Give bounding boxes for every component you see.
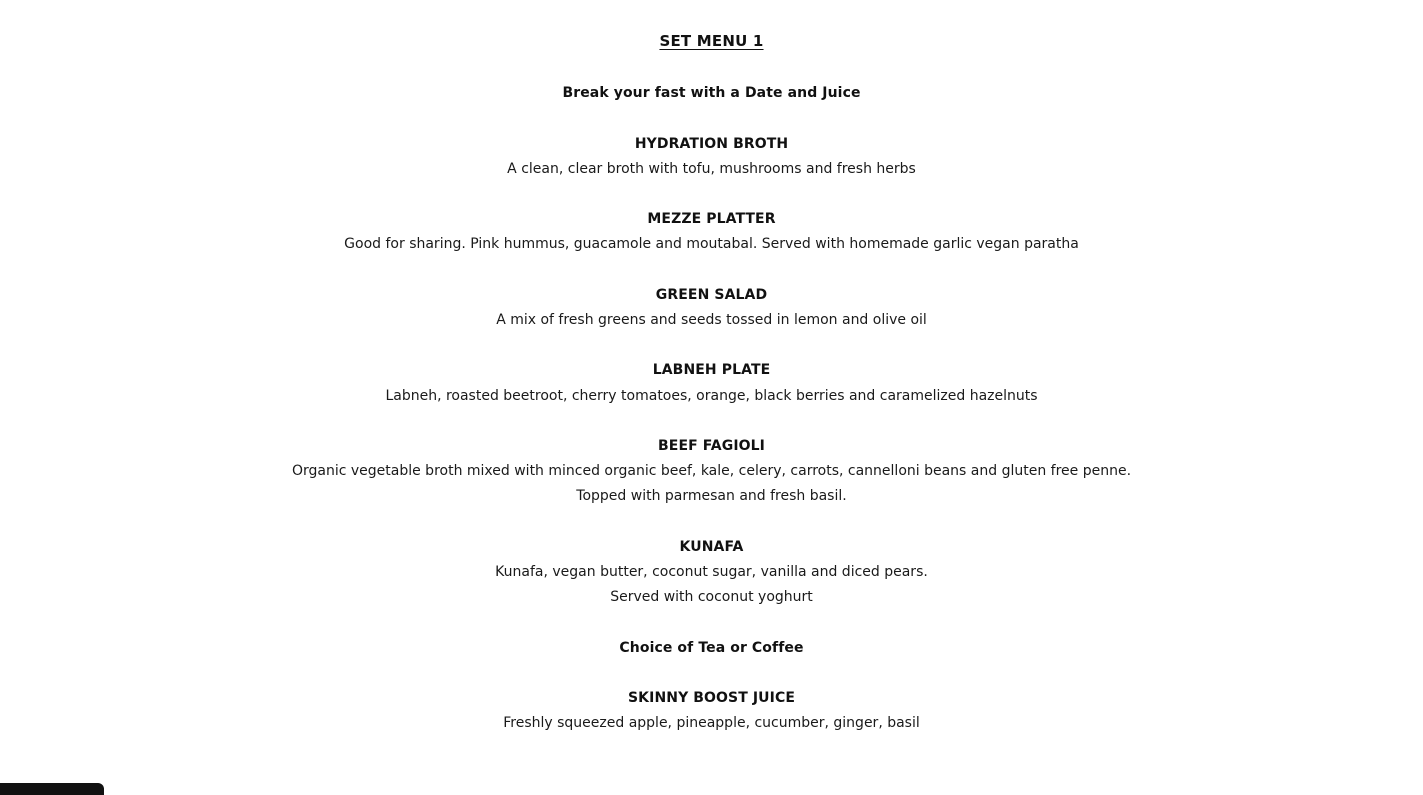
dish-name: GREEN SALAD <box>655 287 768 303</box>
dish-name: LABNEH PLATE <box>652 362 771 378</box>
dish-description: Organic vegetable broth mixed with minced organic beef, kale, celery, carrots, cannelloni beans and gluten free penne. <box>291 463 1132 479</box>
menu-intro: Break your fast with a Date and Juice <box>562 85 861 101</box>
dish-description: Labneh, roasted beetroot, cherry tomatoes, orange, black berries and caramelized hazelnuts <box>385 388 1038 404</box>
dish-description: Topped with parmesan and fresh basil. <box>576 488 847 504</box>
menu-title: SET MENU 1 <box>659 32 764 50</box>
chat-widget-tab[interactable] <box>0 783 104 795</box>
dish-name: MEZZE PLATTER <box>647 211 776 227</box>
juice-name: SKINNY BOOST JUICE <box>628 690 795 706</box>
dish-description: A mix of fresh greens and seeds tossed in lemon and olive oil <box>496 312 927 328</box>
dish-description: A clean, clear broth with tofu, mushrooms and fresh herbs <box>507 161 916 177</box>
dish-description: Good for sharing. Pink hummus, guacamole and moutabal. Served with homemade garlic vegan paratha <box>344 236 1079 252</box>
dish-description: Kunafa, vegan butter, coconut sugar, vanilla and diced pears. <box>495 564 928 580</box>
dish-description: Served with coconut yoghurt <box>610 589 813 605</box>
dish-name: HYDRATION BROTH <box>634 136 789 152</box>
drinks-note: Choice of Tea or Coffee <box>619 640 804 656</box>
juice-description: Freshly squeezed apple, pineapple, cucumber, ginger, basil <box>503 715 920 731</box>
dish-name: KUNAFA <box>679 539 744 555</box>
dish-name: BEEF FAGIOLI <box>658 438 765 454</box>
